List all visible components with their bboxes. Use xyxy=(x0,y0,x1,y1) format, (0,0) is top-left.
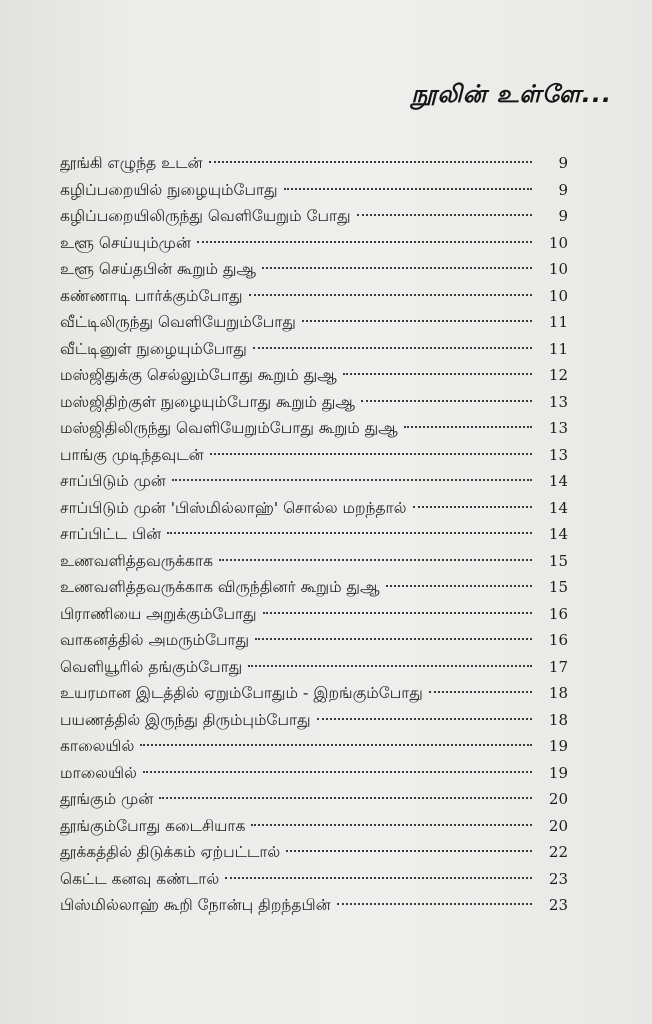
page-number: 23 xyxy=(548,869,568,888)
toc-row xyxy=(60,813,568,840)
toc-entry: காலையில் xyxy=(60,737,135,755)
dot-leader xyxy=(357,214,532,216)
page-number: 18 xyxy=(548,710,568,729)
toc-row xyxy=(60,283,568,310)
dot-leader xyxy=(167,532,532,534)
dot-leader xyxy=(337,903,532,905)
page-number: 22 xyxy=(548,843,568,861)
toc-entry: தூங்கி எழுந்த உடன் xyxy=(60,154,203,172)
page-number: 10 xyxy=(548,233,568,252)
toc-entry: பயணத்தில் இருந்து திரும்பும்போது xyxy=(60,710,311,729)
page-number: 20 xyxy=(548,816,568,835)
page-number: 13 xyxy=(548,392,568,411)
toc-entry: உயரமான இடத்தில் ஏறும்போதும் - இறங்கும்போது xyxy=(60,684,423,702)
toc-entry: மஸ்ஜிதிற்குள் நுழையும்போது கூறும் துஆ xyxy=(60,392,355,411)
toc-row xyxy=(60,495,568,522)
toc-row xyxy=(60,601,568,628)
page-number: 23 xyxy=(548,896,568,914)
toc-row xyxy=(60,521,568,548)
toc-row xyxy=(60,839,568,866)
dot-leader xyxy=(248,665,532,667)
toc-entry: தூங்கும்போது கடைசியாக xyxy=(60,816,246,835)
page-number: 13 xyxy=(548,445,568,464)
dot-leader xyxy=(302,320,532,322)
dot-leader xyxy=(172,479,532,481)
dot-leader xyxy=(253,347,532,349)
toc-row xyxy=(60,230,568,257)
page-number: 19 xyxy=(548,763,568,782)
dot-leader xyxy=(219,559,532,561)
toc-row xyxy=(60,892,568,919)
dot-leader xyxy=(404,426,532,428)
dot-leader xyxy=(251,824,532,826)
toc-row xyxy=(60,177,568,204)
page-number: 15 xyxy=(548,578,568,596)
dot-leader xyxy=(249,294,532,296)
dot-leader xyxy=(343,373,532,375)
toc-row xyxy=(60,442,568,469)
dot-leader xyxy=(284,188,532,190)
page-number: 14 xyxy=(548,472,568,490)
toc-row xyxy=(60,866,568,893)
toc-row xyxy=(60,203,568,230)
toc-entry: பிஸ்மில்லாஹ் கூறி நோன்பு திறந்தபின் xyxy=(60,896,331,914)
toc-entry: சாப்பிடும் முன் xyxy=(60,472,166,490)
toc-row xyxy=(60,574,568,601)
toc-entry: சாப்பிடும் முன் 'பிஸ்மில்லாஹ்' சொல்ல மறந்தால் xyxy=(60,498,407,517)
toc-row xyxy=(60,309,568,336)
page-number: 12 xyxy=(548,366,568,384)
page-number: 14 xyxy=(548,498,568,517)
toc-entry: உணவளித்தவருக்காக xyxy=(60,551,213,570)
page-number: 9 xyxy=(558,207,568,225)
dot-leader xyxy=(429,691,532,693)
toc-entry: கழிப்பறையிலிருந்து வெளியேறும் போது xyxy=(60,207,351,225)
toc-entry: வாகனத்தில் அமரும்போது xyxy=(60,631,250,649)
toc-row xyxy=(60,256,568,283)
toc-row xyxy=(60,627,568,654)
toc-entry: வெளியூரில் தங்கும்போது xyxy=(60,657,243,676)
page-number: 11 xyxy=(548,339,568,358)
toc-entry: பாங்கு முடிந்தவுடன் xyxy=(60,445,204,464)
dot-leader xyxy=(143,771,532,773)
toc-row xyxy=(60,786,568,813)
page-number: 18 xyxy=(548,684,568,702)
toc-row xyxy=(60,548,568,575)
toc-entry: கெட்ட கனவு கண்டால் xyxy=(60,869,220,888)
toc-entry: உணவளித்தவருக்காக விருந்தினர் கூறும் துஆ xyxy=(60,578,380,596)
page-number: 14 xyxy=(548,525,568,543)
page-number: 10 xyxy=(548,286,568,305)
toc-entry: வீட்டினுள் நுழையும்போது xyxy=(60,339,247,358)
toc-row xyxy=(60,760,568,787)
toc-entry: உளூ செய்தபின் கூறும் துஆ xyxy=(60,260,256,278)
toc-row xyxy=(60,468,568,495)
page-number: 16 xyxy=(548,631,568,649)
toc-entry: மஸ்ஜிதுக்கு செல்லும்போது கூறும் துஆ xyxy=(60,366,337,384)
toc-row xyxy=(60,336,568,363)
toc-row xyxy=(60,707,568,734)
page-number: 20 xyxy=(548,790,568,808)
dot-leader xyxy=(286,850,532,852)
toc-entry: கண்ணாடி பார்க்கும்போது xyxy=(60,286,243,305)
dot-leader xyxy=(225,877,532,879)
toc-row xyxy=(60,415,568,442)
page-number: 16 xyxy=(548,604,568,623)
toc-entry: மாலையில் xyxy=(60,763,137,782)
dot-leader xyxy=(413,506,532,508)
toc-entry: வீட்டிலிருந்து வெளியேறும்போது xyxy=(60,313,296,331)
dot-leader xyxy=(262,267,532,269)
table-of-contents xyxy=(60,150,568,919)
page-number: 19 xyxy=(548,737,568,755)
dot-leader xyxy=(317,718,532,720)
toc-entry: தூக்கத்தில் திடுக்கம் ஏற்பட்டால் xyxy=(60,843,281,861)
dot-leader xyxy=(159,797,532,799)
toc-row xyxy=(60,654,568,681)
toc-row xyxy=(60,680,568,707)
dot-leader xyxy=(197,241,532,243)
toc-entry: கழிப்பறையில் நுழையும்போது xyxy=(60,180,278,199)
toc-entry: உளூ செய்யும்முன் xyxy=(60,233,191,252)
page-number: 15 xyxy=(548,551,568,570)
dot-leader xyxy=(140,744,532,746)
toc-entry: பிராணியை அறுக்கும்போது xyxy=(60,604,257,623)
dot-leader xyxy=(263,612,532,614)
page-title: நூலின் உள்ளே... xyxy=(411,80,612,108)
toc-row xyxy=(60,733,568,760)
page-number: 9 xyxy=(558,180,568,199)
dot-leader xyxy=(209,161,532,163)
dot-leader xyxy=(255,638,532,640)
page-number: 17 xyxy=(548,657,568,676)
page-number: 9 xyxy=(558,154,568,172)
dot-leader xyxy=(386,585,532,587)
toc-entry: தூங்கும் முன் xyxy=(60,790,154,808)
toc-entry: மஸ்ஜிதிலிருந்து வெளியேறும்போது கூறும் துஆ xyxy=(60,419,398,437)
page-number: 10 xyxy=(548,260,568,278)
toc-row xyxy=(60,389,568,416)
dot-leader xyxy=(361,400,532,402)
page-number: 13 xyxy=(548,419,568,437)
page-number: 11 xyxy=(548,313,568,331)
toc-row xyxy=(60,362,568,389)
toc-entry: சாப்பிட்ட பின் xyxy=(60,525,162,543)
dot-leader xyxy=(210,453,532,455)
toc-row xyxy=(60,150,568,177)
